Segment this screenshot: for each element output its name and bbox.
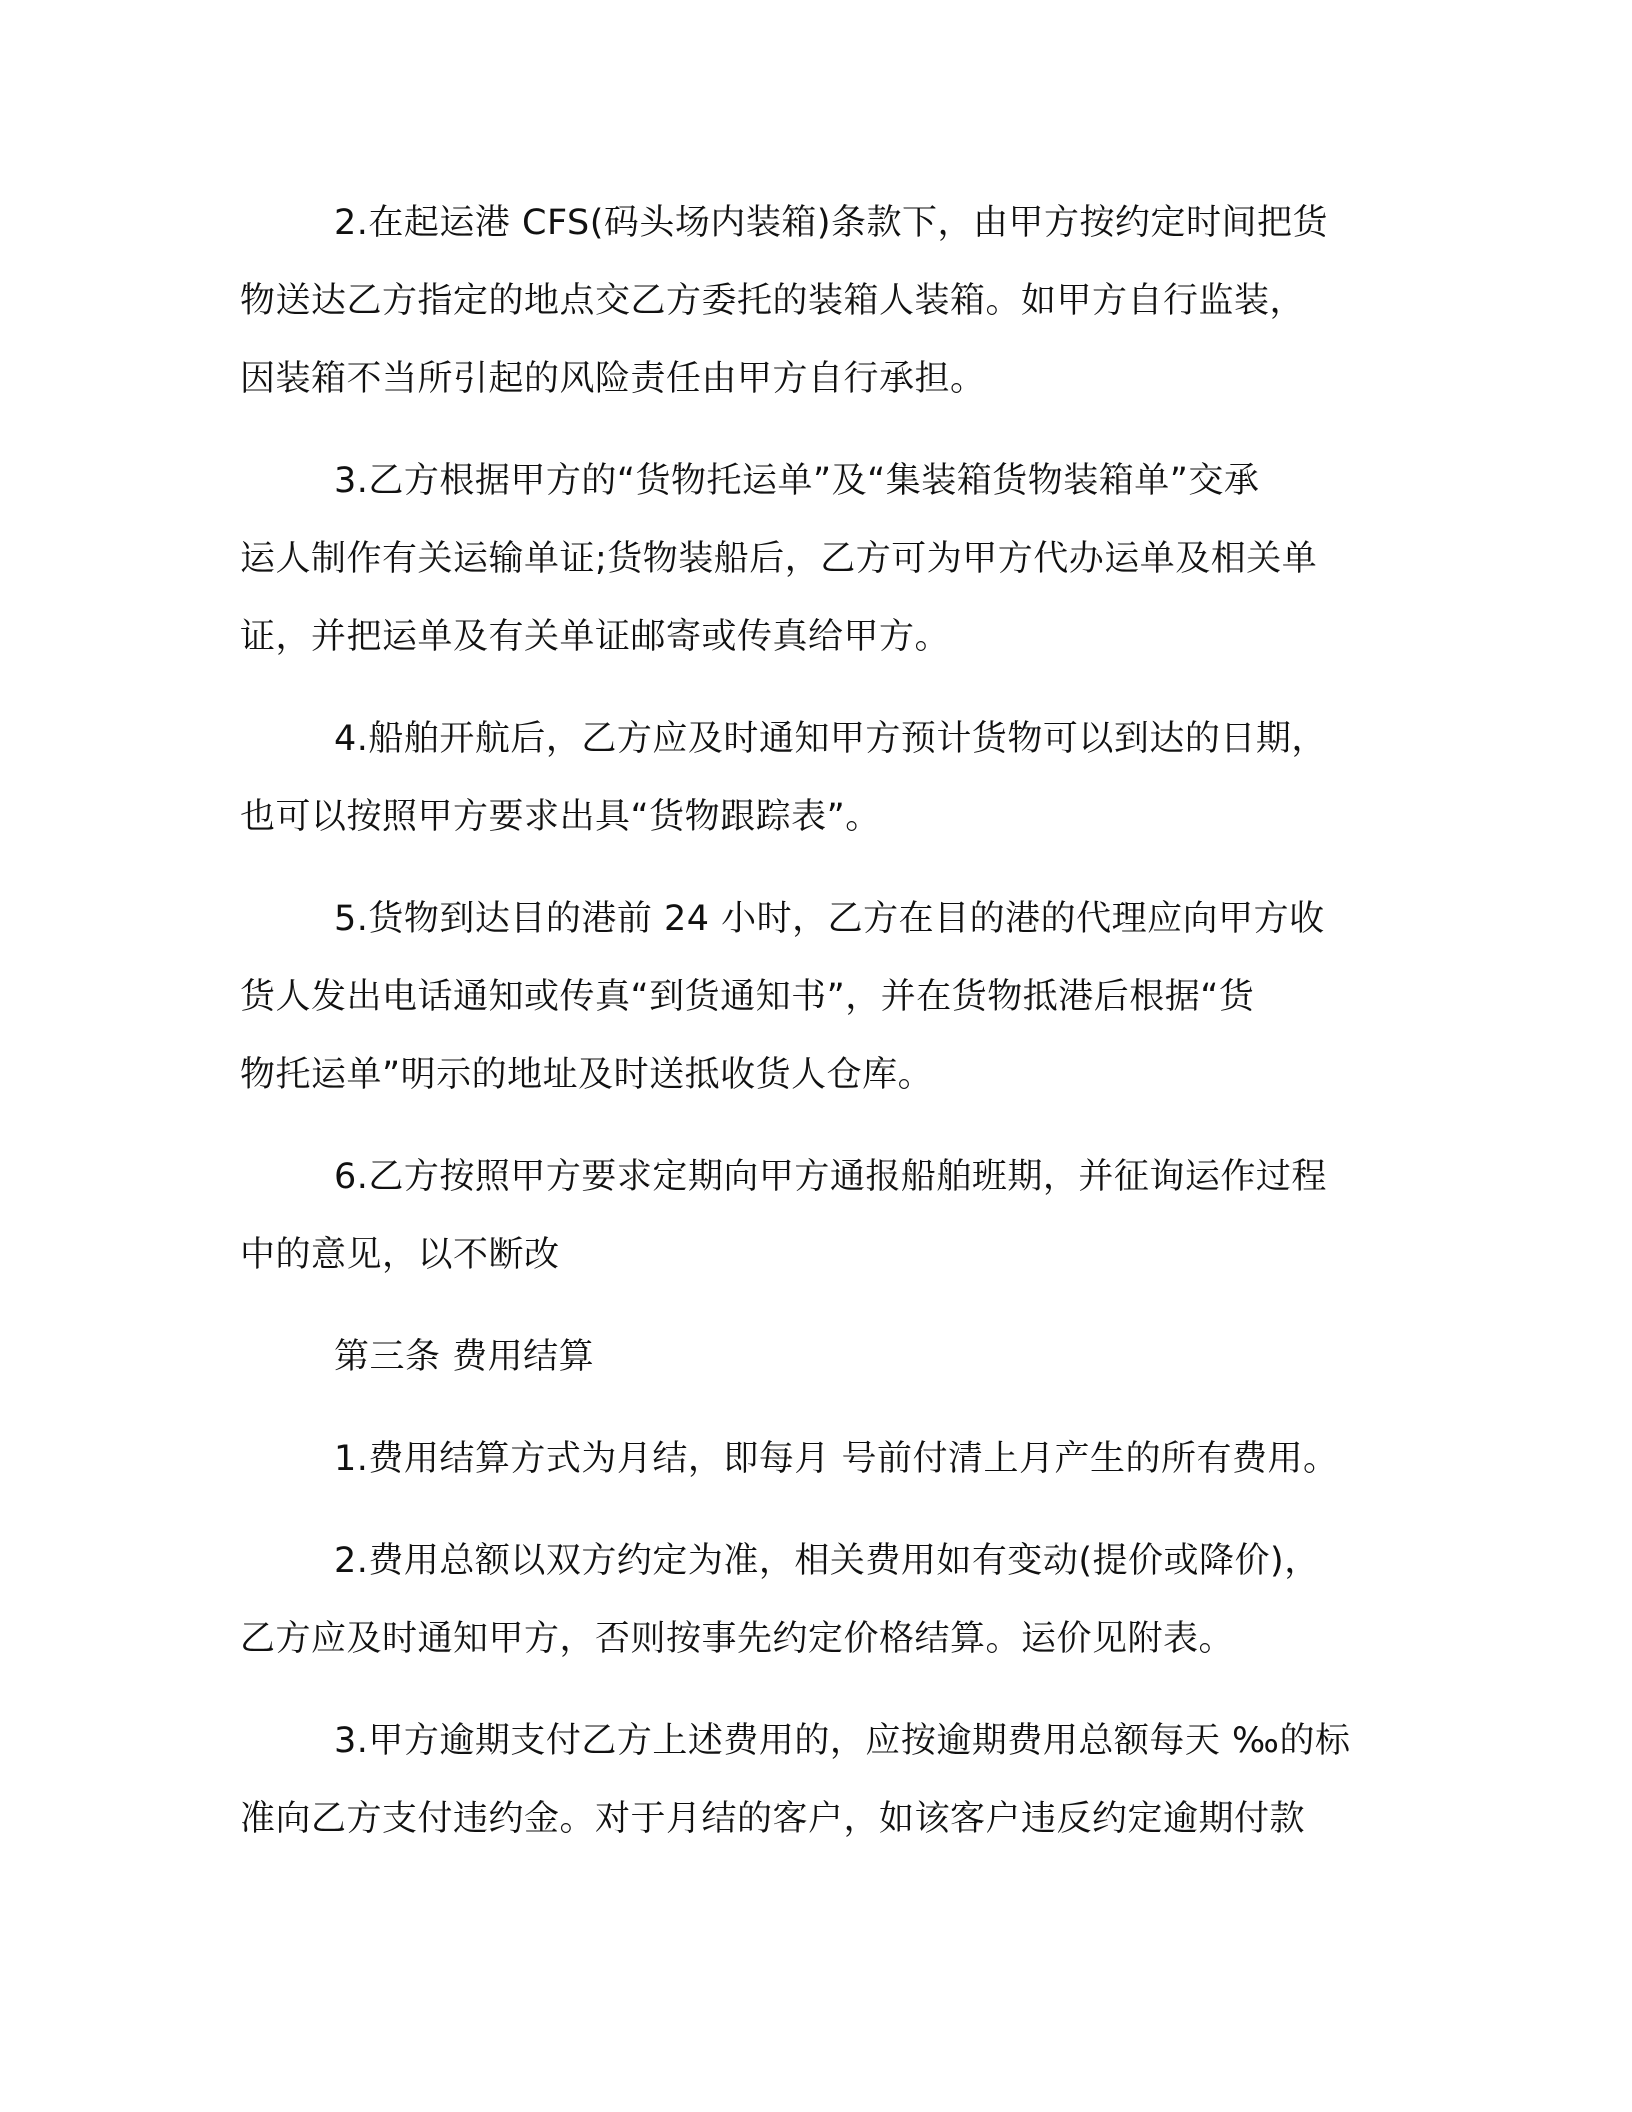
text-line: 证，并把运单及有关单证邮寄或传真给甲方。 [240,617,951,657]
text-line: 3.甲方逾期支付乙方上述费用的，应按逾期费用总额每天 ‰的标 [334,1721,1351,1761]
text-line: 6.乙方按照甲方要求定期向甲方通报船舶班期，并征询运作过程 [334,1157,1327,1197]
article-heading [240,1318,1380,1396]
text-line: 物托运单”明示的地址及时送抵收货人仓库。 [240,1055,934,1095]
text-line: 5.货物到达目的港前 24 小时，乙方在目的港的代理应向甲方收 [334,899,1325,939]
text-line: 因装箱不当所引起的风险责任由甲方自行承担。 [240,359,986,399]
text-line: 4.船舶开航后，乙方应及时通知甲方预计货物可以到达的日期， [334,719,1327,759]
text-line: 3.乙方根据甲方的“货物托运单”及“集装箱货物装箱单”交承 [334,461,1260,501]
text-line: 也可以按照甲方要求出具“货物跟踪表”。 [240,797,881,837]
text-line: 物送达乙方指定的地点交乙方委托的装箱人装箱。如甲方自行监装， [240,281,1306,321]
text-line: 准向乙方支付违约金。对于月结的客户，如该客户违反约定逾期付款 [240,1799,1306,1839]
paragraph-clause-2-6 [240,1138,1380,1294]
heading-text: 第三条 费用结算 [334,1337,595,1377]
paragraph-clause-3-3 [240,1702,1380,1858]
paragraph-clause-2-2 [240,184,1380,418]
text-line: 1.费用结算方式为月结，即每月 号前付清上月产生的所有费用。 [334,1439,1339,1479]
text-line: 2.在起运港 CFS(码头场内装箱)条款下，由甲方按约定时间把货 [334,203,1329,243]
text-line: 中的意见，以不断改 [240,1235,560,1275]
text-line: 运人制作有关运输单证;货物装船后，乙方可为甲方代办运单及相关单 [240,539,1318,579]
paragraph-clause-2-3 [240,442,1380,676]
paragraph-clause-2-4 [240,700,1380,856]
paragraph-clause-3-2 [240,1522,1380,1678]
text-line: 乙方应及时通知甲方，否则按事先约定价格结算。运价见附表。 [240,1619,1235,1659]
paragraph-clause-3-1 [240,1420,1380,1498]
text-line: 2.费用总额以双方约定为准，相关费用如有变动(提价或降价)， [334,1541,1320,1581]
paragraph-clause-2-5 [240,880,1380,1114]
text-line: 货人发出电话通知或传真“到货通知书”，并在货物抵港后根据“货 [240,977,1255,1017]
